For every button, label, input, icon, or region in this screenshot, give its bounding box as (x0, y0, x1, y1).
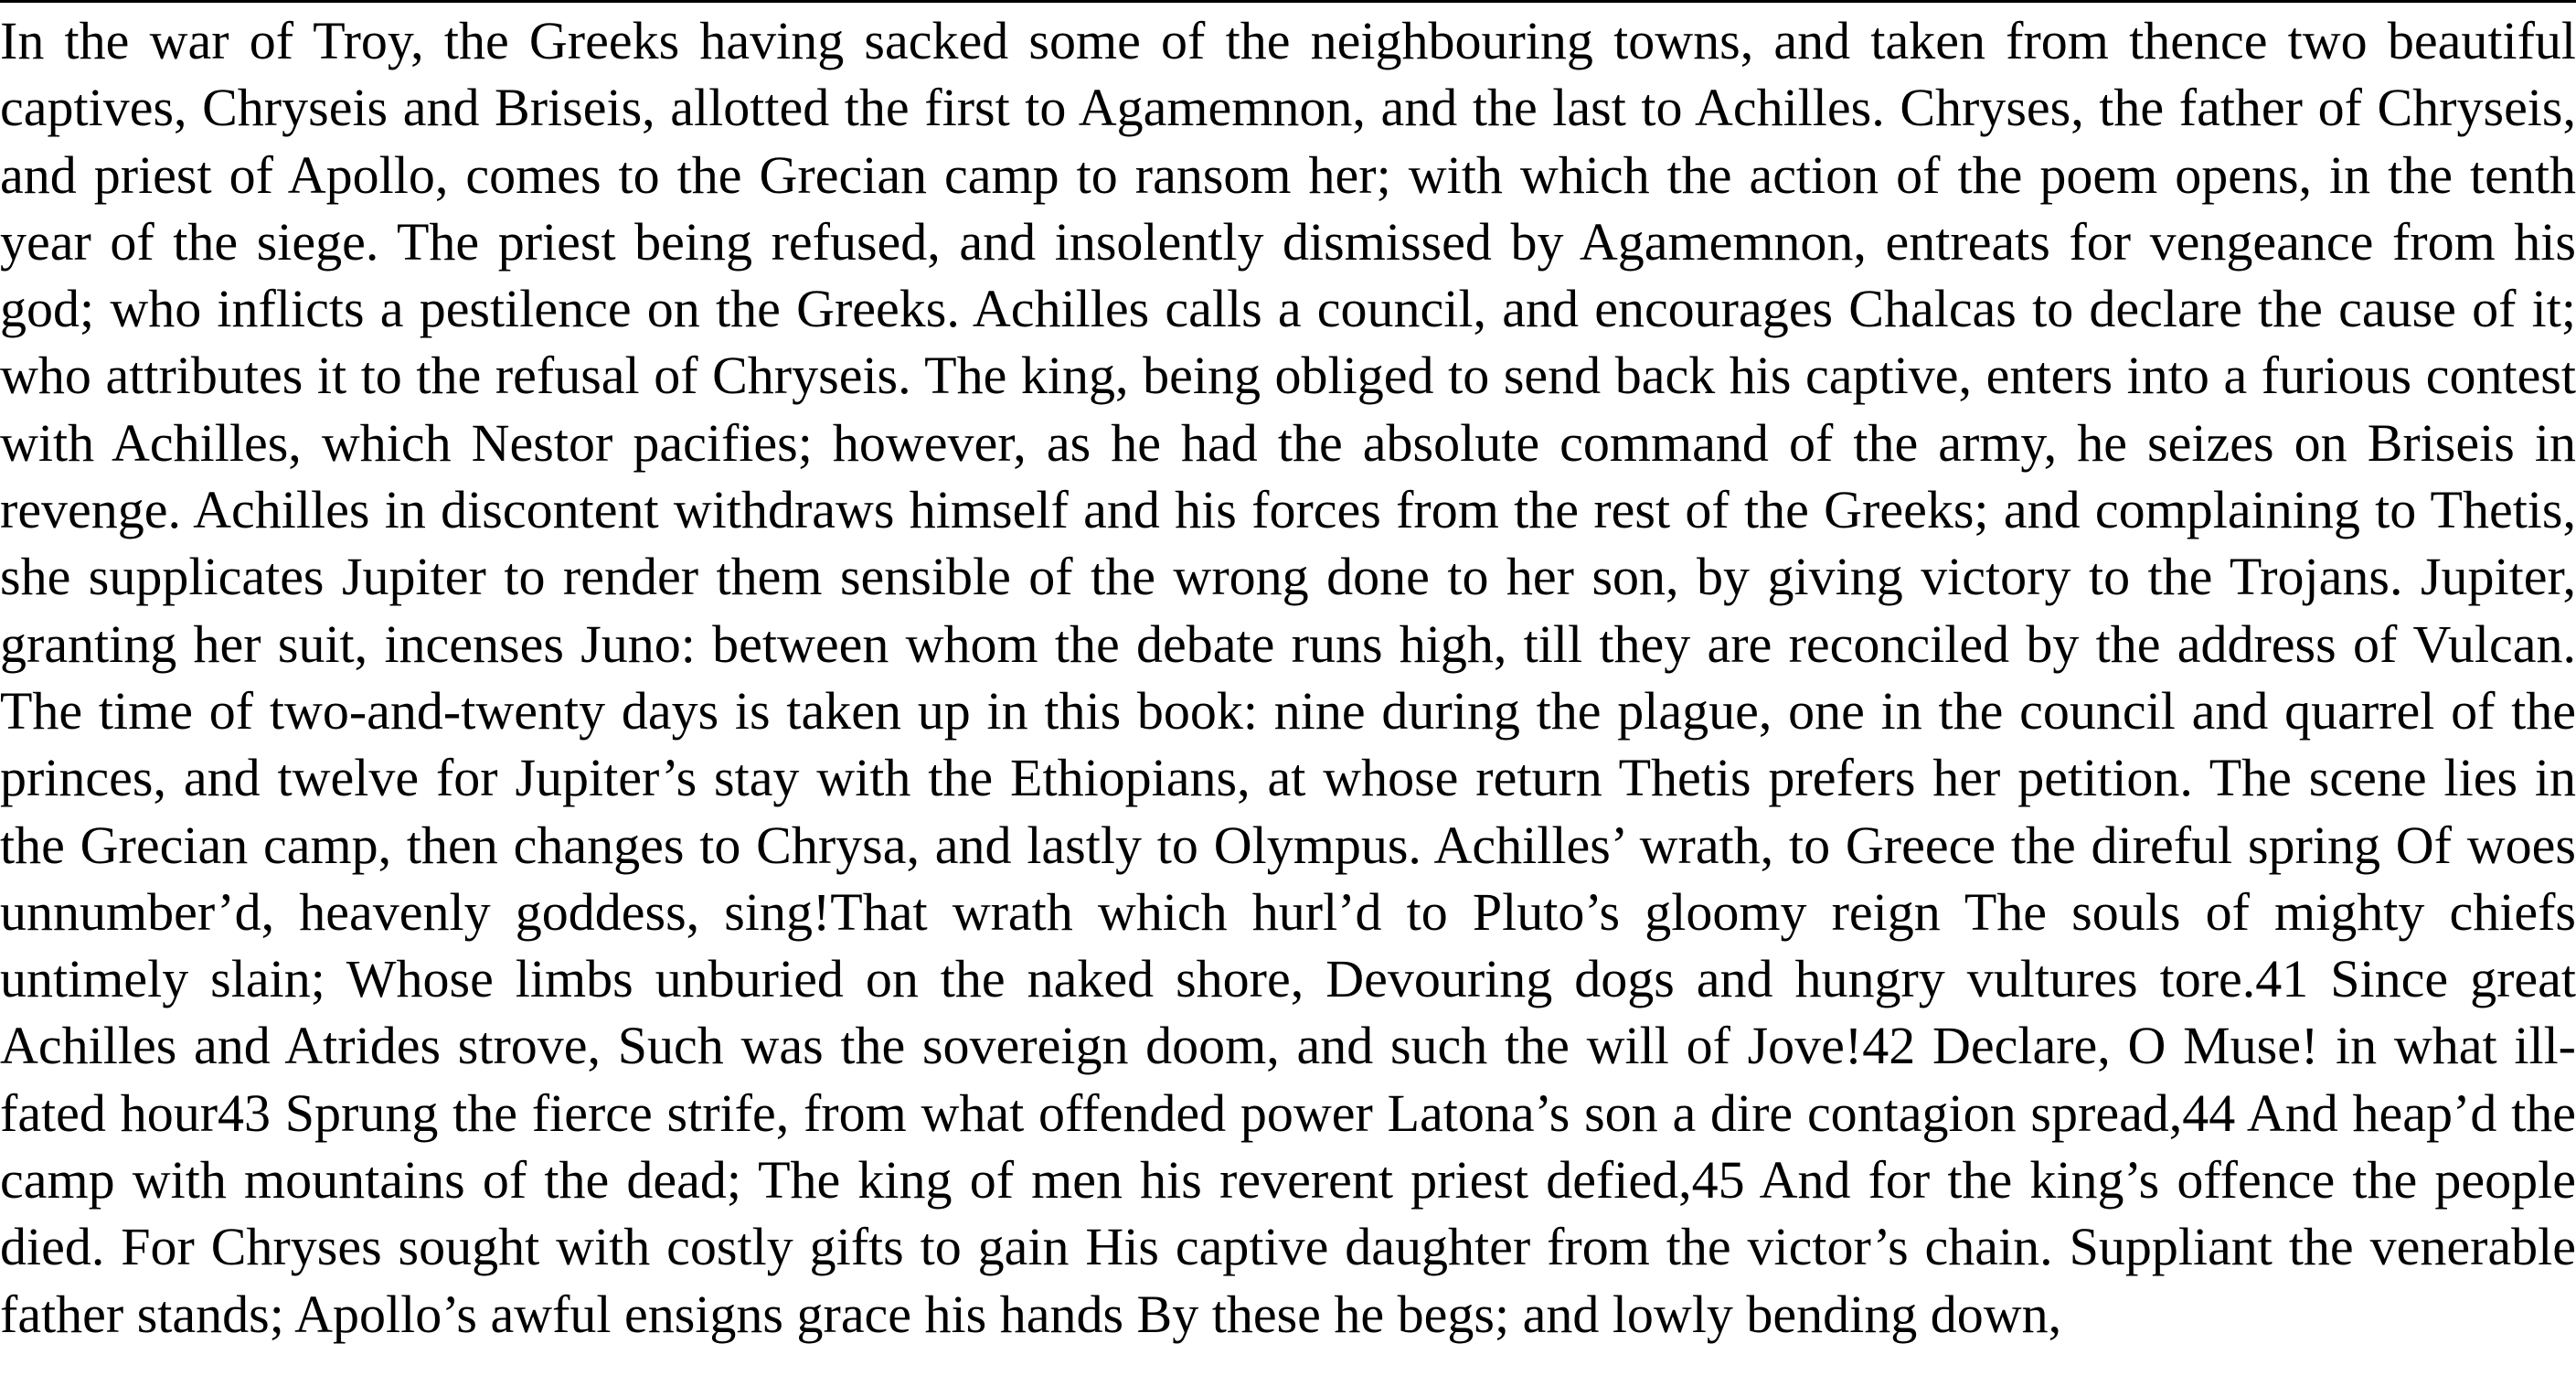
document-page (0, 7, 2576, 1397)
body-paragraph: In the war of Troy, the Greeks having sacked some of the neighbouring towns, and taken from thence two beautiful captives, Chryseis and Briseis, allotted the first to Agamemnon, and the last to Achilles. Chryses, the father of Chryseis, and priest of Apollo, comes to the Grecian camp to ransom her; with which the action of the poem opens, in the tenth year of the siege. The priest being refused, and insolently dismissed by Agamemnon, entreats for vengeance from his god; who inflicts a pestilence on the Greeks. Achilles calls a council, and encourages Chalcas to declare the cause of it; who attributes it to the refusal of Chryseis. The king, being obliged to send back his captive, enters into a furious contest with Achilles, which Nestor pacifies; however, as he had the absolute command of the army, he seizes on Briseis in revenge. Achilles in discontent withdraws himself and his forces from the rest of the Greeks; and complaining to Thetis, she supplicates Jupiter to render them sensible of the wrong done to her son, by giving victory to the Trojans. Jupiter, granting her suit, incenses Juno: between whom the debate runs high, till they are reconciled by the address of Vulcan. The time of two-and-twenty days is taken up in this book: nine during the plague, one in the council and quarrel of the princes, and twelve for Jupiter’s stay with the Ethiopians, at whose return Thetis prefers her petition. The scene lies in the Grecian camp, then changes to Chrysa, and lastly to Olympus. Achilles’ wrath, to Greece the direful spring Of woes unnumber’d, heavenly goddess, sing!That wrath which hurl’d to Pluto’s gloomy reign The souls of mighty chiefs untimely slain; Whose limbs unburied on the naked shore, Devouring dogs and hungry vultures tore.41 Since great Achilles and Atrides strove, Such was the sovereign doom, and such the will of Jove!42 Declare, O Muse! in what ill-fated hour43 Sprung the fierce strife, from what offended power Latona’s son a dire contagion spread,44 And heap’d the camp with mountains of the dead; The king of men his reverent priest defied,45 And for the king’s offence the people died. For Chryses sought with costly gifts to gain His captive daughter from the victor’s chain. Suppliant the venerable father stands; Apollo’s awful ensigns grace his hands By these he begs; and lowly bending down, (0, 11, 2576, 1344)
top-border-line (0, 0, 2576, 3)
